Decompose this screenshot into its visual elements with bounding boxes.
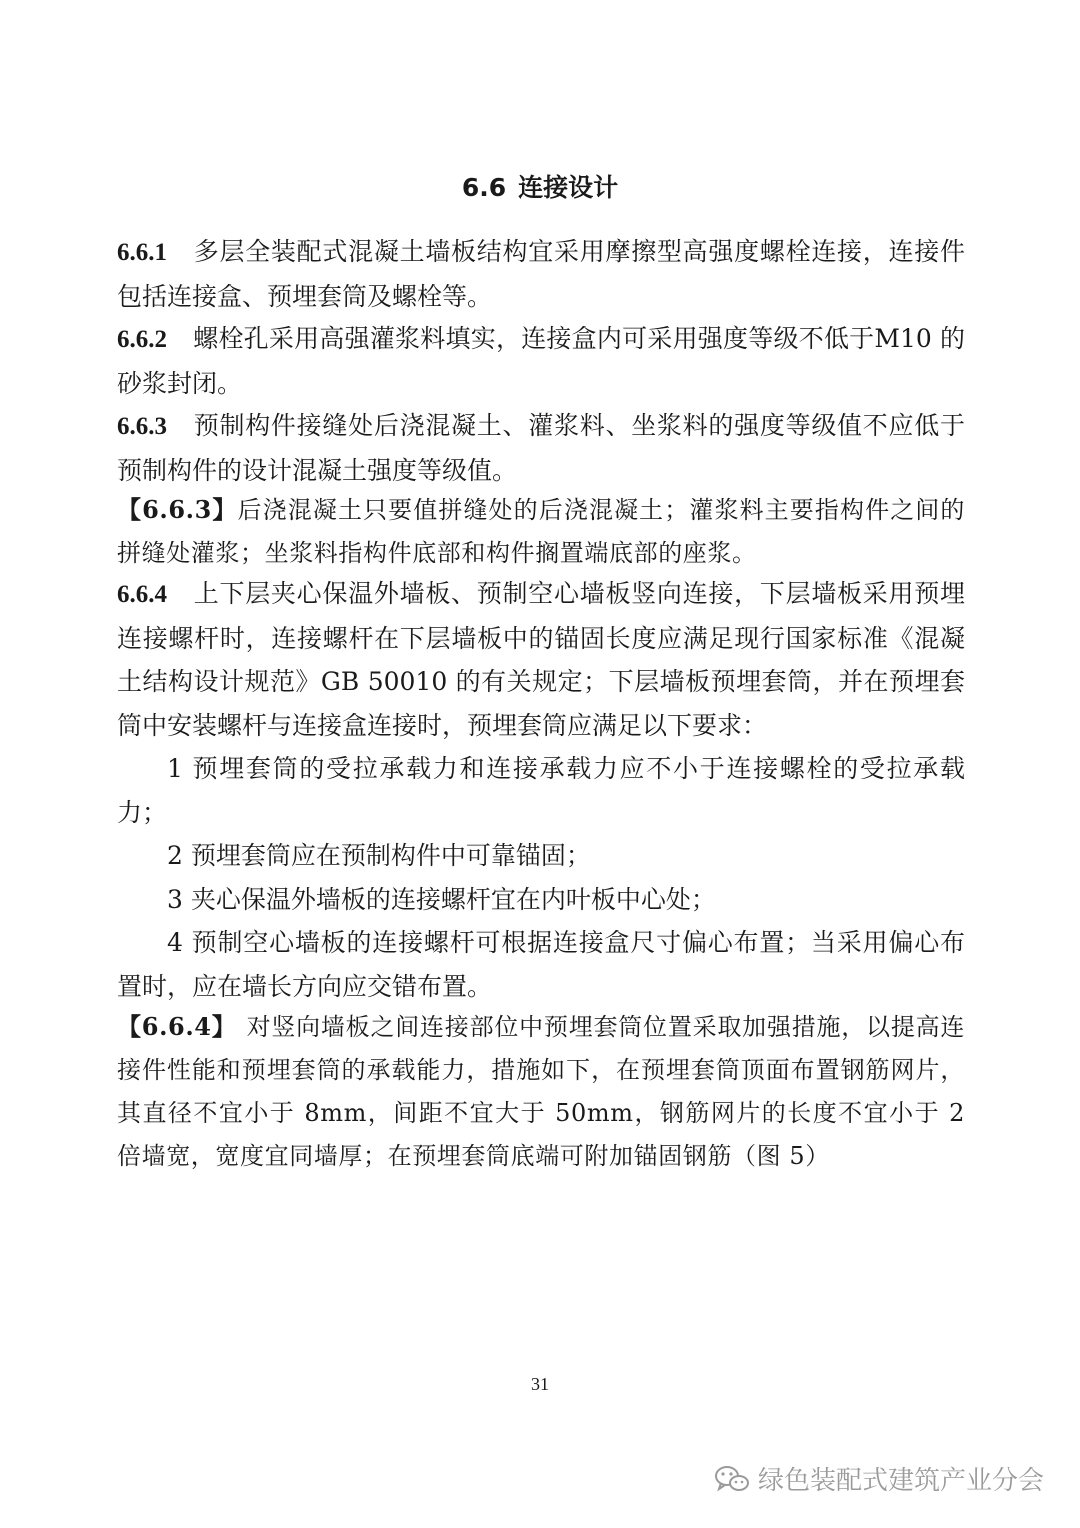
- commentary-6-6-4: [117, 1005, 965, 1178]
- commentary-text: 对竖向墙板之间连接部位中预埋套筒位置采取加强措施，以提高连接件性能和预埋套筒的承载能力，措施如下，在预埋套筒顶面布置钢筋网片，其直径不宜小于 8mm，间距不宜大于 50mm，钢筋网片的长度不宜小于 2 倍墙宽，宽度宜同墙厚；在预埋套筒底端可附加锚固钢筋（图 5）: [117, 1013, 965, 1170]
- commentary-6-6-3: [117, 488, 965, 575]
- clause-text: 预制构件接缝处后浇混凝土、灌浆料、坐浆料的强度等级值不应低于预制构件的设计混凝土强度等级值。: [117, 411, 965, 485]
- wechat-icon: [714, 1464, 750, 1494]
- clause-6-6-1: [117, 230, 965, 318]
- clause-number: 6.6.4: [117, 581, 167, 608]
- clause-6-6-2: [117, 317, 965, 405]
- requirement-item-3: 3 夹心保温外墙板的连接螺杆宜在内叶板中心处；: [167, 884, 716, 914]
- clause-number: 6.6.2: [117, 326, 167, 353]
- clause-number: 6.6.1: [117, 239, 167, 266]
- clause-text: 多层全装配式混凝土墙板结构宜采用摩擦型高强度螺栓连接，连接件包括连接盒、预埋套筒及螺栓等。: [117, 237, 965, 311]
- requirement-list: [117, 747, 965, 1008]
- clause-6-6-4: [117, 572, 965, 747]
- commentary-text: 后浇混凝土只要值拼缝处的后浇混凝土；灌浆料主要指构件之间的拼缝处灌浆；坐浆料指构件底部和构件搁置端底部的座浆。: [117, 496, 965, 567]
- clause-6-6-3: [117, 404, 965, 492]
- clause-text: 上下层夹心保温外墙板、预制空心墙板竖向连接，下层墙板采用预埋连接螺杆时，连接螺杆在下层墙板中的锚固长度应满足现行国家标准《混凝土结构设计规范》GB 50010 的有关规定；下层墙板预埋套筒，并在预埋套筒中安装螺杆与连接盒连接时，预埋套筒应满足以下要求：: [117, 579, 965, 740]
- clause-number: 6.6.3: [117, 413, 167, 440]
- section-title-text: 连接设计: [518, 173, 619, 202]
- watermark-text: 绿色装配式建筑产业分会: [757, 1466, 1044, 1496]
- requirement-item-1: 1 预埋套筒的受拉承载力和连接承载力应不小于连接螺栓的受拉承载力；: [117, 754, 965, 827]
- clause-text: 螺栓孔采用高强灌浆料填实，连接盒内可采用强度等级不低于M10 的砂浆封闭。: [117, 324, 965, 398]
- commentary-number: 【6.6.3】: [117, 495, 238, 524]
- requirement-item-4: 4 预制空心墙板的连接螺杆可根据连接盒尺寸偏心布置；当采用偏心布置时，应在墙长方向应交错布置。: [117, 928, 965, 1001]
- page-number: 31: [531, 1374, 549, 1394]
- commentary-number: 【6.6.4】: [117, 1012, 237, 1041]
- watermark: [714, 1460, 1044, 1497]
- section-number: 6.6: [461, 173, 507, 202]
- section-title: [0, 168, 1080, 204]
- requirement-item-2: 2 预埋套筒应在预制构件中可靠锚固；: [167, 841, 591, 870]
